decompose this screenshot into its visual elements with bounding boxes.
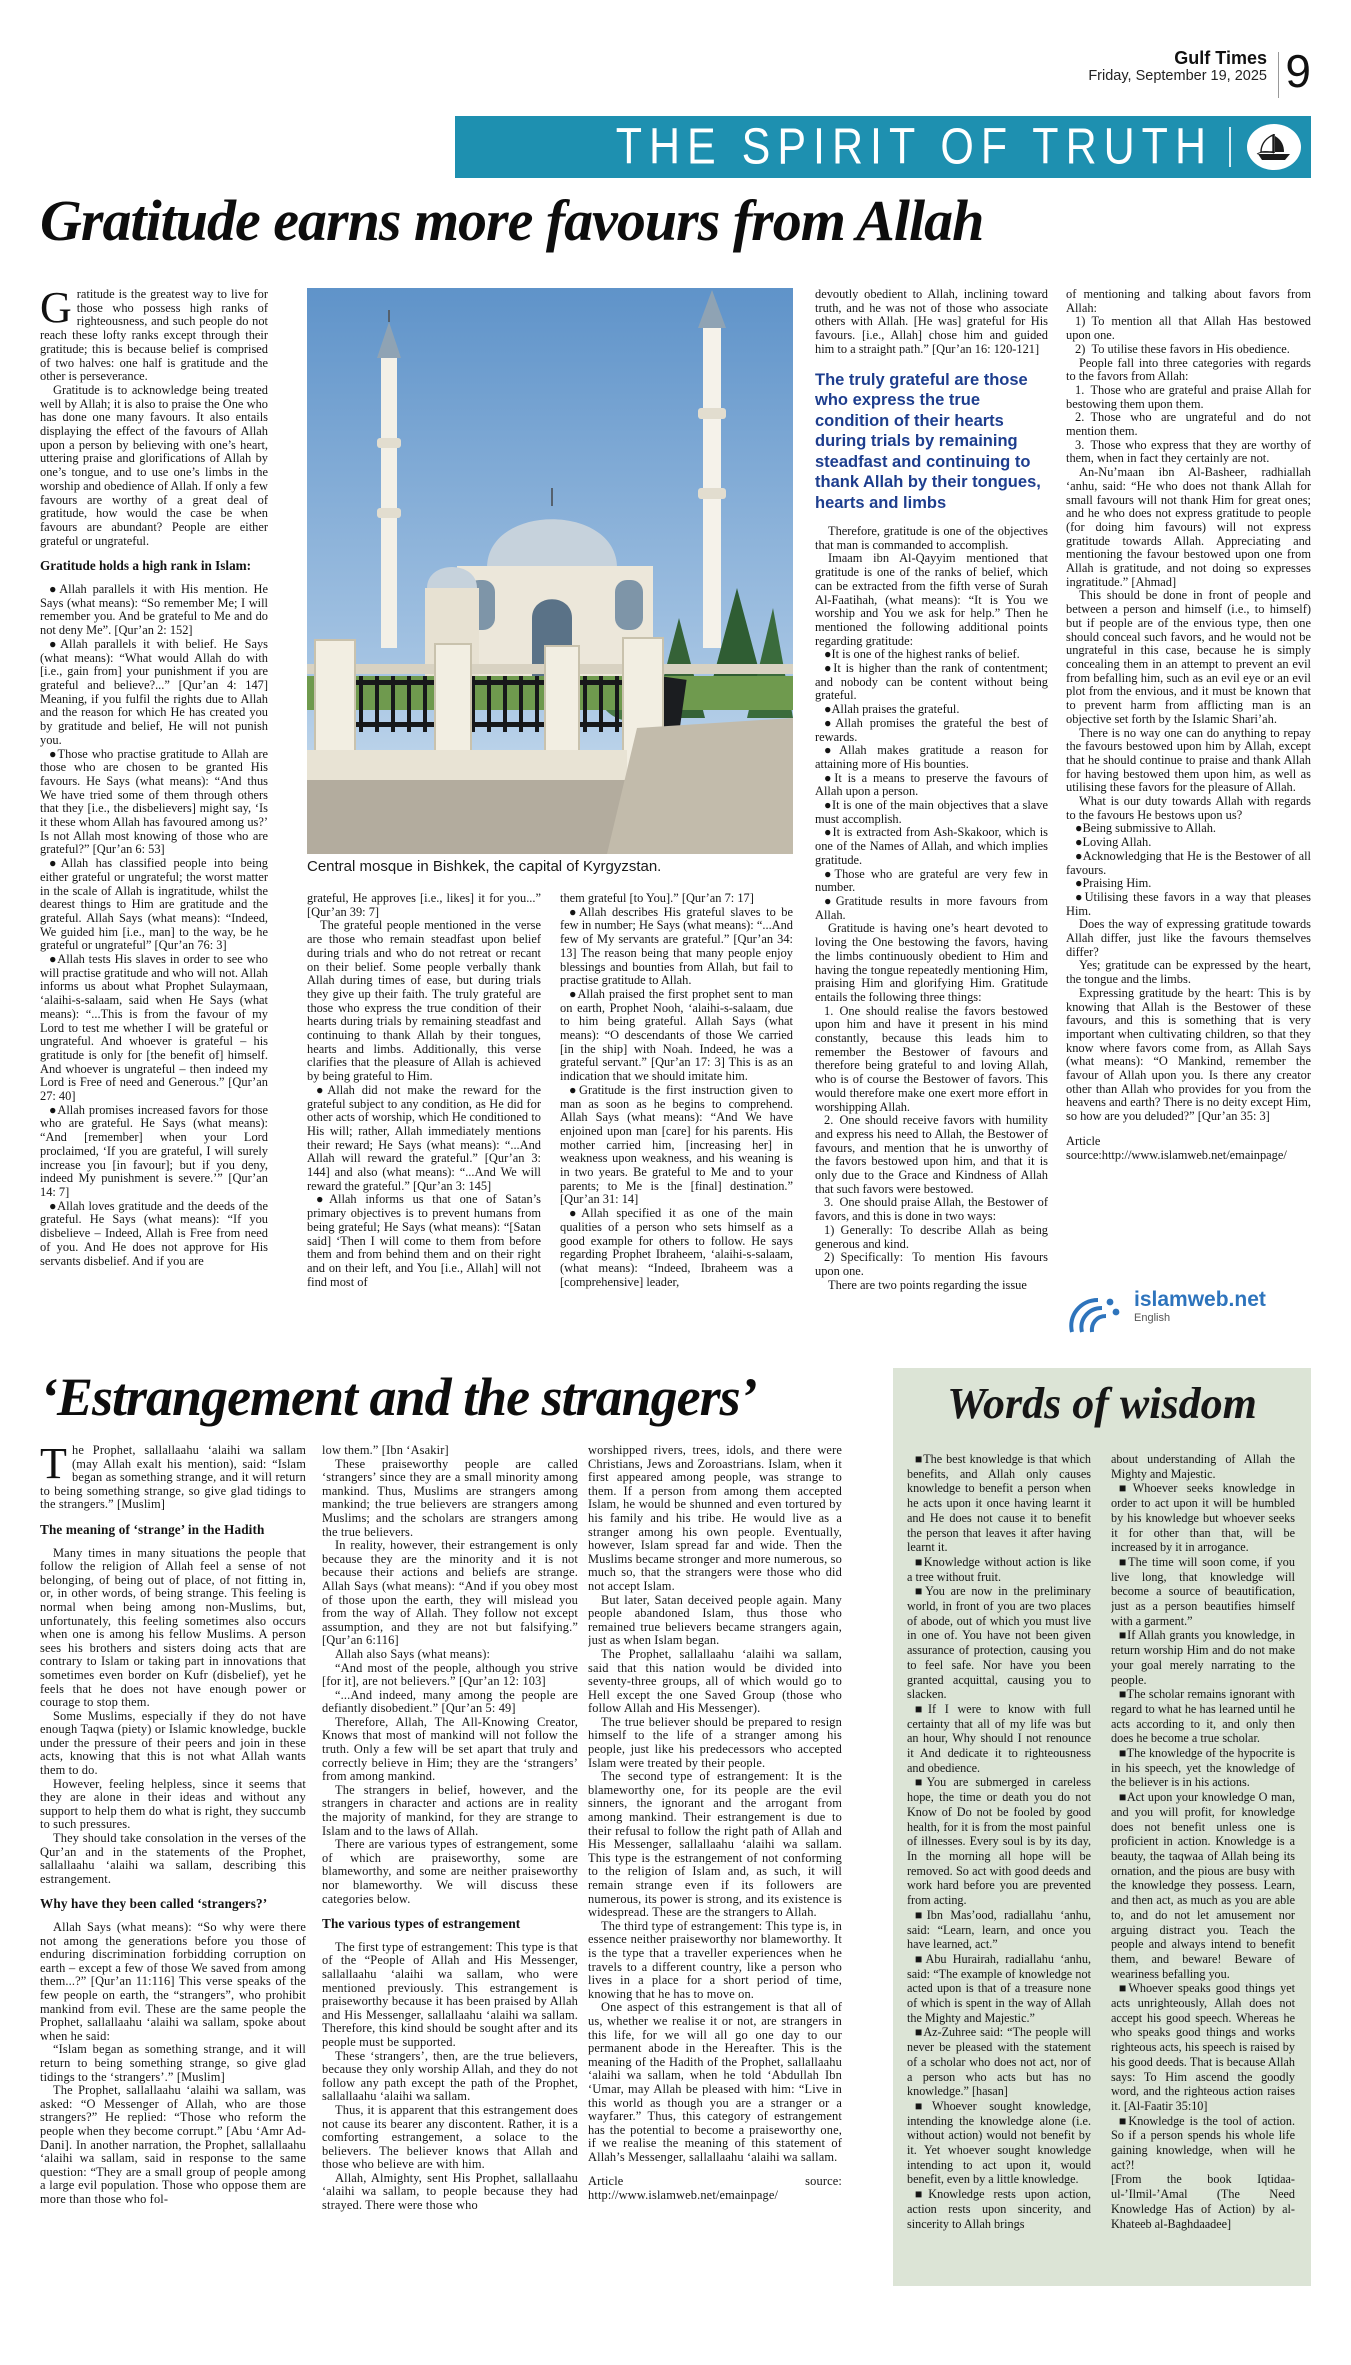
paragraph: The true believer should be prepared to resign himself to the life of a stranger among his people, just like his predecessors who accepted Islam were treated by their people.: [588, 1714, 842, 1770]
bullet-item: ●Allah specified it as one of the main qualities of a person who sets himself as a good example for others to follow. He says regarding Prophet Ibraheem, ‘alaihi-s-salaam, (what means): “Indeed, Ibraheem was a [comprehensive] leader,: [560, 1206, 793, 1289]
paragraph: “Islam began as something strange, and it will return to being something strange, so give glad tidings to the ‘strangers’.” [Muslim]: [40, 2042, 306, 2084]
numbered-item: 3. Those who express that they are worthy of them, when in fact they certainly are not.: [1066, 437, 1311, 466]
second-article-column-2: [322, 1444, 578, 2280]
numbered-item: 2. Those who are ungrateful and do not mention them.: [1066, 410, 1311, 439]
wisdom-bullet-item: ■You are submerged in careless hope, the time or death you do not Know of Do not be fooled by good health, for it is from the most painful of illnesses. Every soul is by its day, In the morning all hope will be removed. So act with good deeds and work hard before you are prevented from acting.: [907, 1775, 1091, 1908]
bullet-item: ●It is higher than the rank of contentment; and nobody can be content without being grateful.: [815, 661, 1048, 703]
paragraph: In reality, however, their estrangement is only because they are the minority and it is not because their actions and beliefs are strange. Allah Says (what means): “And if you obey most of those upon the earth, they will mislead you from the way of Allah. They follow not except assumption, and they are not but falsifying.” [Qur’an 6:116]: [322, 1538, 578, 1648]
paragraph: These praiseworthy people are called ‘strangers’ since they are a small minority among mankind. Thus, Muslims are strangers among mankind; the true believers are strangers among Muslims; and the scholars are strangers among the true believers.: [322, 1456, 578, 1539]
section-title: THE SPIRIT OF TRUTH: [615, 118, 1213, 175]
paragraph: Imaam ibn Al-Qayyim mentioned that gratitude is one of the ranks of belief, which can be extracted from the fifth verse of Surah Al-Faatihah, (what means): “It is You we worship and You we ask for help.” Then he mentioned the following additional points regarding gratitude:: [815, 551, 1048, 648]
paragraph: Many times in many situations the people that follow the religion of Allah feel a sense of not belonging, of being out of place, of not fitting in, or, in other words, of being strange. This feeling is normal when being among non-Muslims, but, unfortunately, this feeling sometimes also occurs when one is among his fellow Muslims. A person sees his brothers and sisters doing acts that are contrary to Islam or taking part in innovations that sometimes even border on Kufr (disbelief), yet he feels that he does not have enough power or courage to stop them.: [40, 1545, 306, 1710]
second-article-column-1: [40, 1444, 306, 2280]
paragraph: The second type of estrangement: It is the blameworthy one, for its people are the evil sinners, the ignorant and the arrogant from among mankind. Their estrangement is due to their refusal to follow the right path of Allah and His Messenger, sallallaahu ‘alaihi wa sallam. This type is the estrangement of not conforming to the religion of Islam and, as such, it will remain strange even if its followers are numerous, its power is strong, and its existence is widespread. These are the strangers to Allah.: [588, 1769, 842, 1920]
wisdom-bullet-item: ■If I were to know with full certainty that all of my life was but an hour, Why should I not renounce it And dedicate it to righteousness and obedience.: [907, 1701, 1091, 1775]
wisdom-bullet-item: ■Ibn Mas’ood, radiallahu ‘anhu, said: “Learn, learn, and once you have learned, act.”: [907, 1907, 1091, 1952]
masthead-divider: [1278, 52, 1279, 98]
main-article-column-3: [560, 892, 793, 1366]
bullet-item: ●Allah promises increased favors for those who are grateful. He Says (what means): “And [remember] when your Lord proclaimed, ‘If you are grateful, I will surely increase you [in favour]; but if you deny, indeed My punishment is severe.’” [Qur’an 14: 7]: [40, 1102, 268, 1199]
paragraph: Thus, it is apparent that this estrangement does not cause its bearer any discontent. Rather, it is a comforting estrangement, a solace to the believers. The believer knows that Allah and those who believe are with him.: [322, 2102, 578, 2172]
main-article-column-1: [40, 288, 268, 1366]
article-source: Article source:http://www.islamweb.net/emainpage/: [1066, 1133, 1287, 1162]
photo-caption: Central mosque in Bishkek, the capital of Kyrgyzstan.: [307, 858, 662, 875]
paragraph: The first type of estrangement: This type is that of the “People of Allah and His Messenger, sallallaahu ‘alaihi wa sallam, who were mentioned previously. This estrangement is praiseworthy because it has been praised by Allah and His Messenger, sallallaahu ‘alaihi wa sallam. Therefore, this kind should be sought after and its people must be supported.: [322, 1939, 578, 2049]
numbered-item: 1. One should realise the favors bestowed upon him and have it present in his mind constantly, because this leads him to remember the Bestower of favours and therefore being grateful to and loving Allah, who is of course the Bestower of favors. This would therefore make one exert more effort in worshipping Allah.: [815, 1003, 1048, 1114]
paragraph: Allah Says (what means): “So why were there not among the generations before you those of enduring discrimination forbidding corruption on earth – except a few of those We saved from among them...?” [Qur’an 11:116] This verse speaks of the few people on earth, the “strangers”, who prohibit mankind from evil. These are the same people the Prophet, sallallaahu ‘alaihi wa sallam, spoke about when he said:: [40, 1920, 306, 2043]
dhow-boat-icon: [1247, 124, 1301, 170]
wisdom-bullet-item: ■Whoever sought knowledge, intending the knowledge alone (i.e. without action) would not benefit by it. Yet whoever sought knowledge intending to act upon it, would benefit, even by a little knowledge.: [907, 2098, 1091, 2187]
drop-cap: T: [40, 1444, 68, 1488]
masthead: [1088, 48, 1267, 85]
paragraph: There is no way one can do anything to repay the favours bestowed upon him by Allah, except that he should continue to praise and thank Allah for having bestowed them upon him, as well as utilising these favors for the pleasure of Allah.: [1066, 725, 1311, 795]
wisdom-bullet-item: ■Whoever speaks good things yet acts unrighteously, Allah does not accept his good speech. Whereas he who speaks good things and works righteous acts, his speech is raised by his good deeds. That is because Allah says: To Him ascend the goodly word, and the righteous action raises it. [Al-Faatir 35:10]: [1111, 1981, 1295, 2113]
paragraph: These ‘strangers’, then, are the true believers, because they only worship Allah, and they do not follow any path except the path of the Prophet, sallallaahu ‘alaihi wa sallam.: [322, 2048, 578, 2104]
paragraph: Allah, Almighty, sent His Prophet, sallallaahu ‘alaihi wa sallam, to people because they had strayed. There were those who: [322, 2170, 578, 2213]
wisdom-bullet-item: ■Whoever seeks knowledge in order to act upon it will be humbled by his knowledge but whoever seeks it for other than that, will be increased by it in arrogance.: [1111, 1481, 1295, 1555]
paper-name: Gulf Times: [1174, 48, 1267, 68]
bullet-item: ●It is a means to preserve the favours of Allah upon a person.: [815, 770, 1048, 799]
bullet-item: ●Being submissive to Allah.: [1075, 821, 1217, 836]
issue-date: Friday, September 19, 2025: [1088, 68, 1267, 84]
main-article-column-4: [815, 288, 1048, 1366]
dropcap-paragraph: The Prophet, sallallaahu ‘alaihi wa sallam (may Allah exalt his mention), said: “Islam began as something strange, and it will return to being something strange, so give glad tidings to the strangers.” [Muslim]: [40, 1444, 306, 1512]
bullet-item: ●Gratitude results in more favours from Allah.: [815, 894, 1048, 922]
section-banner: [455, 116, 1311, 178]
paragraph: What is our duty towards Allah with regards to the favours He bestows upon us?: [1066, 794, 1311, 822]
wisdom-column-left: [907, 1452, 1091, 2274]
numbered-item: 2. One should receive favors with humility and express his need to Allah, the Bestower of favours, and mention that he is unworthy of the favors bestowed upon him, and that it is only due to the Grace and Kindness of Allah that such favors were bestowed.: [815, 1113, 1048, 1196]
article-source: Article source: http://www.islamweb.net/emainpage/: [588, 2174, 842, 2203]
wisdom-bullet-item: ■Knowledge without action is like a tree without fruit.: [907, 1554, 1091, 1584]
wisdom-bullet-item: ■Abu Hurairah, radiallahu ‘anhu, said: “The example of knowledge not acted upon is that of a treasure none of which is spent in the way of Allah the Mighty and Majestic.”: [907, 1951, 1091, 2025]
paragraph: The Prophet, sallallaahu ‘alaihi wa sallam, said that this nation would be divided into seventy-three groups, all of which would go to Hell except the one Saved Group (those who follow Allah and His Messenger).: [588, 1646, 842, 1716]
bullet-item: ●Allah loves gratitude and the deeds of the grateful. He Says (what means): “If you disbelieve – Indeed, Allah is Free from need of you. And He does not approve for His servants disbelief. And if you are: [40, 1198, 268, 1268]
bullet-item: ●Allah praised the first prophet sent to man on earth, Prophet Nooh, ‘alaihi-s-salaam, due to him being grateful. Allah Says (what means): “O descendants of those We carried [in the ship] with Noah. Indeed, he was a grateful servant.” [Qur’an 17: 3] This is as an indication that we should imitate him.: [560, 986, 793, 1084]
paragraph-continued: low them.” [Ibn ‘Asakir]: [322, 1444, 449, 1457]
paragraph: The grateful people mentioned in the verse are those who remain steadfast upon belief during trials and who do not retreat or recant on their belief. Some people verbally thank Allah during times of ease, but during trials they give up their faith. The truly grateful are those who express the true condition of their hearts during trials by remaining steadfast and continuing to thank Allah by their tongues, hearts and limbs. Additionally, this verse clarifies that the pleasure of Allah is achieved by being grateful to Him.: [307, 918, 541, 1084]
paragraph-continued: them grateful [to You].” [Qur’an 7: 17]: [560, 892, 754, 905]
wisdom-bullet-item: ■Act upon your knowledge O man, and you will profit, for knowledge does not benefit unless one is proficient in action. Knowledge is a beauty, the taqwaa of Allah being its ornation, and the pious are busy with the knowledge they possess. Learn, and then act, as much as you are able to, and do not let amusement nor arguing distract you. Teach the people and always intend to benefit them, and beware! Beware of weariness befalling you.: [1111, 1790, 1295, 1981]
paragraph: Some Muslims, especially if they do not have enough Taqwa (piety) or Islamic knowledge, buckle under the pressure of their peers and join in these acts, knowing that this is not what Allah wants them to do.: [40, 1708, 306, 1778]
paragraph: Allah also Says (what means):: [335, 1646, 491, 1661]
numbered-item: 1. Those who are grateful and praise Allah for bestowing them upon them.: [1066, 382, 1311, 411]
paragraph: However, feeling helpless, since it seems that they are alone in their ideas and without any support to help them do what is right, they succumb to such pressures.: [40, 1776, 306, 1832]
paragraph: Gratitude is having one’s heart devoted to loving the One bestowing the favors, having the limbs continuously obedient to Him and having the tongue repeatedly mentioning Him, praising Him and glorifying Him. Gratitude entails the following three things:: [815, 921, 1048, 1004]
subheading: The meaning of ‘strange’ in the Hadith: [40, 1521, 265, 1537]
paragraph: Therefore, Allah, The All-Knowing Creator, Knows that most of mankind will not follow the truth. Only a few will be set apart that truly and correctly believe in Him; they are the ‘strangers’ from among mankind.: [322, 1714, 578, 1784]
wisdom-column-right: [1111, 1452, 1295, 2274]
numbered-item: 2) To utilise these favors in His obedience.: [1075, 341, 1290, 356]
wisdom-bullet-item: ■The knowledge of the hypocrite is in his speech, yet the knowledge of the believer is in his actions.: [1111, 1746, 1295, 1790]
wisdom-bullet-item: ■Knowledge is the tool of action. So if a person spends his whole life gaining knowledge, when will he act?!: [1111, 2113, 1295, 2172]
bullet-item: ●Allah informs us that one of Satan’s primary objectives is to prevent humans from being grateful; He Says (what means): “[Satan said] ‘Then I will come to them from before them and from behind them and on their right and on their left, and You [i.e., Allah] will not find most of: [307, 1192, 541, 1289]
main-headline: Gratitude earns more favours from Allah: [40, 188, 984, 253]
numbered-item: 3. One should praise Allah, the Bestower of favors, and this is done in two ways:: [815, 1195, 1048, 1224]
mosque-photo: [307, 288, 793, 854]
pull-quote: The truly grateful are those who express the true condition of their hearts during trials by remaining steadfast and continuing to thank Allah by their tongues, hearts and limbs: [815, 370, 1041, 512]
paragraph: Gratitude is to acknowledge being treated well by Allah; it is also to praise the One who has done one many favours. It also entails displaying the effect of the favours of Allah upon a person by believing with one’s heart, uttering praise and glorifications of Allah by one’s tongue, and to use one’s limbs in the worship and obedience of Allah. If only a few favours are worthy of a great deal of gratitude, how would the case be when favours are abundant? People are either grateful or ungrateful.: [40, 382, 268, 548]
wisdom-title: Words of wisdom: [947, 1379, 1257, 1428]
paragraph: The strangers in belief, however, and the strangers in character and actions are in reality the majority of mankind, for they are strange to Islam and to the laws of Allah.: [322, 1782, 578, 1838]
numbered-item: 1) Generally: To describe Allah as being generous and kind.: [815, 1222, 1048, 1251]
paragraph: There are two points regarding the issue: [828, 1277, 1027, 1292]
second-article-column-3: [588, 1444, 842, 2280]
paragraph: Does the way of expressing gratitude towards Allah differ, just like the favours themselves differ?: [1066, 917, 1311, 959]
subheading: Gratitude holds a high rank in Islam:: [40, 558, 252, 574]
wisdom-bullet-item: ■Az-Zuhree said: “The people will never be pleased with the statement of a scholar who does not act, nor of a person who acts but has no knowledge.” [hasan]: [907, 2025, 1091, 2099]
bullet-item: ●It is one of the highest ranks of belief.: [824, 647, 1020, 662]
paragraph: But later, Satan deceived people again. Many people abandoned Islam, thus those who remained true believers became strangers again, just as when Islam began.: [588, 1592, 842, 1648]
islamweb-logo: [1066, 1288, 1311, 1364]
wisdom-bullet-item: ■If Allah grants you knowledge, in return worship Him and do not make your goal merely narrating to the people.: [1111, 1628, 1295, 1687]
bullet-item: ●Allah did not make the reward for the grateful subject to any condition, as He did for other acts of worship, which He conditioned to His will; rather, Allah immediately mentions their reward; He Says (what means): “...And Allah will reward the grateful.” [Qur’an 3: 144] and also (what means): “...And We will reward the grateful.” [Qur’an 3: 145]: [307, 1082, 541, 1193]
bullet-item: ●Allah tests His slaves in order to see who will practise gratitude and who will not. Allah informs us about what Prophet Sulaymaan, ‘alaihi-s-salaam, said when He Says (what means): “...This is from the favour of my Lord to test me whether I will be grateful or ungrateful. And whoever is grateful – his gratitude is only for [the benefit of] himself. And whoever is ungrateful – then indeed my Lord is Free of need and Generous.” [Qur’an 27: 40]: [40, 952, 268, 1104]
bullet-item: ●It is extracted from Ash-Skakoor, which is one of the Names of Allah, and which implies gratitude.: [815, 825, 1048, 867]
wisdom-paragraph: about understanding of Allah the Mighty and Majestic.: [1111, 1452, 1295, 1481]
bullet-item: ●Allah has classified people into being either grateful or ungrateful; the worst matter in the scale of Allah is ingratitude, whilst the dearest things to Him are gratitude and the grateful. Allah Says (what means): “Indeed, We guided him [i.e., man] to the way, be he grateful or ungrateful” [Qur’an 76: 3]: [40, 856, 268, 953]
paragraph-continued: devoutly obedient to Allah, inclining toward truth, and he was not of those who associate others with Allah. [He was] grateful for His favours. [i.e., Allah] chose him and guided him to a straight path.” [Qur’an 16: 120-121]: [815, 288, 1048, 356]
paragraph: Yes; gratitude can be expressed by the heart, the tongue and the limbs.: [1066, 958, 1311, 987]
paragraph: “...And indeed, many among the people are defiantly disobedient.” [Qur’an 5: 49]: [322, 1687, 578, 1716]
subheading: Why have they been called ‘strangers?’: [40, 1896, 268, 1912]
bullet-item: ●Gratitude is the first instruction given to man as soon as he begins to comprehend. Allah Says (what means): “And We have enjoined upon man [care] for his parents. His mother carried him, [increasing her] in weakness upon weakness, and his weaning is in two years. Be grateful to Me and to your parents; to Me is the [final] destination.” [Qur’an 31: 14]: [560, 1082, 793, 1207]
paragraph: People fall into three categories with regards to the favors from Allah:: [1066, 355, 1311, 384]
islamweb-logo-text: islamweb.net: [1134, 1288, 1266, 1311]
paragraph: They should take consolation in the verses of the Qur’an and in the statements of the Prophet, sallallaahu ‘alaihi wa sallam, describing this estrangement.: [40, 1831, 306, 1886]
paragraph-continued: worshipped rivers, trees, idols, and there were Christians, Jews and Zoroastrians. Islam, when it first appeared among people, was strange to them. If a person from among them accepted Islam, he would be shunned and even tortured by his family and his tribe. He would live as a stranger among his own people. Eventually, however, Islam spread far and wide. Then the Muslims became stronger and more numerous, so much so, that the strangers were those who did not accept Islam.: [588, 1444, 842, 1593]
bullet-item: ●Utilising these favors in a way that pleases Him.: [1066, 889, 1311, 918]
paragraph: Therefore, gratitude is one of the objectives that man is commanded to accomplish.: [815, 524, 1048, 552]
bullet-item: ●Acknowledging that He is the Bestower of all favours.: [1066, 848, 1311, 877]
bullet-item: ●It is one of the main objectives that a slave must accomplish.: [815, 798, 1048, 826]
bullet-item: ●Allah praises the grateful.: [824, 702, 960, 717]
page-number: 9: [1285, 45, 1311, 97]
main-article-column-5: [1066, 288, 1311, 1284]
wisdom-bullet-item: ■The scholar remains ignorant with regard to what he has learned until he acts according to it, and only then does he become a true scholar.: [1111, 1687, 1295, 1746]
bullet-item: ●Allah parallels it with belief. He Says (what means): “What would Allah do with [i.e., gain from] your punishment if you are grateful and believe?...” [Qur’an 4: 147] Meaning, if you fulfil the rights due to Allah and the reason for which He has created you by gratitude and belief, He will not punish you.: [40, 636, 268, 747]
bullet-item: ●Praising Him.: [1075, 876, 1152, 891]
wisdom-bullet-item: ■Knowledge rests upon action, action rests upon sincerity, and sincerity to Allah brings: [907, 2187, 1091, 2231]
main-article-column-2: [307, 892, 541, 1366]
wisdom-bullet-item: ■The time will soon come, if you live long, that knowledge will become a source of beautification, just as a person beautifies himself with a garment.”: [1111, 1554, 1295, 1628]
paragraph: This should be done in front of people and between a person and himself (i.e., to himself) but if people are of the envious type, then one should conceal such favors, and he would not be ungrateful in this case, because he is simply concealing them in an attempt to prevent an evil from befalling him, such as an evil eye or an evil plot from the envious, and it must be known that to prevent harm from afflicting man is an objective set forth by the Islamic Shari’ah.: [1066, 588, 1311, 726]
wisdom-paragraph: [From the book Iqtidaa-ul-’Ilmil-’Amal (The Need Knowledge Has of Action) by al-Khateeb al-Baghdaadee]: [1111, 2172, 1295, 2231]
banner-separator: [1229, 127, 1231, 167]
wisdom-bullet-item: ■The best knowledge is that which benefits, and Allah only causes knowledge to benefit a person when he acts upon it once having learnt it and He does not cause it to benefit the person that leaves it after having learnt it.: [907, 1452, 1091, 1555]
subheading: The various types of estrangement: [322, 1916, 521, 1932]
numbered-item: 1) To mention all that Allah Has bestowed upon one.: [1066, 314, 1311, 343]
words-of-wisdom-box: [893, 1368, 1311, 2286]
paragraph: The Prophet, sallallaahu ‘alaihi wa sallam, was asked: “O Messenger of Allah, who are those strangers?” He replied: “Those who reform the people when they become corrupt.” [Abu ‘Amr Ad-Dani]. In another narration, the Prophet, sallallaahu ‘alaihi wa sallam, said in response to the same question: “They are a small group of people among a large evil population. Those who oppose them are more than those who fol-: [40, 2083, 306, 2206]
bullet-item: ●Those who practise gratitude to Allah are those who are chosen to be granted His favours. He Says (what means): “And thus We have tried some of them through others that they [i.e., the disbelievers] might say, ‘Is it these whom Allah has favoured among us?’ Is not Allah most knowing of those who are grateful?” [Qur’an 6: 53]: [40, 746, 268, 857]
paragraph: One aspect of this estrangement is that all of us, whether we realise it or not, are strangers in this life, for we will all go one day to our permanent abode in the Hereafter. This is the meaning of the Hadith of the Prophet, sallallaahu ‘alaihi wa sallam, when he told ‘Abdullah Ibn ‘Umar, may Allah be pleased with him: “Live in this world as though you are a stranger or a wayfarer.” Thus, this category of estrangement has the potential to become a praiseworthy one, if we realise the meaning of this statement of Allah’s Messenger, sallallaahu ‘alaihi wa sallam.: [588, 2000, 842, 2164]
bullet-item: ●Loving Allah.: [1075, 835, 1152, 850]
islamweb-logo-language: English: [1134, 1312, 1171, 1324]
bullet-item: ●Allah describes His grateful slaves to be few in number; He Says (what means): “...And few of My servants are grateful.” [Qur’an 34: 13] The reason being that many people enjoy blessings and bounties from Allah, but fail to practise gratitude to Allah.: [560, 904, 793, 988]
second-headline: ‘Estrangement and the strangers’: [40, 1367, 757, 1427]
paragraph: “And most of the people, although you strive [for it], are not believers.” [Qur’an 12: 103]: [322, 1660, 578, 1689]
paragraph: An-Nu’maan ibn Al-Basheer, radhiallah ‘anhu, said: “He who does not thank Allah for small favours will not thank Him for great ones; and he who does not express gratitude to people (for doing him favours) will not express gratitude towards Allah. Appreciating and mentioning the favour bestowed upon one from Allah is gratitude, and not doing so expresses ingratitude.” [Ahmad]: [1066, 465, 1311, 589]
bullet-item: ●Allah makes gratitude a reason for attaining more of His bounties.: [815, 743, 1048, 771]
drop-cap: G: [40, 288, 72, 332]
paragraph-continued: grateful, He approves [i.e., likes] it for you...” [Qur’an 39: 7]: [307, 892, 541, 919]
dropcap-paragraph: Gratitude is the greatest way to live for those who possess high ranks of righteousness, and such people do not reach these lofty ranks except through their gratitude; this is because belief is comprised of two halves: one half is gratitude and the other is perseverance.: [40, 288, 268, 384]
bullet-item: ●Allah promises the grateful the best of rewards.: [815, 715, 1048, 744]
bullet-item: ●Allah parallels it with His mention. He Says (what means): “So remember Me; I will remember you. And be grateful to Me and do not deny Me”. [Qur’an 2: 152]: [40, 582, 268, 638]
paragraph: The third type of estrangement: This type is, in essence neither praiseworthy nor blameworthy. It is the type that a traveller experiences when he travels to a different country, like a person who lives in a place for a short period of time, knowing that he has to move on.: [588, 1918, 842, 2001]
paragraph: There are various types of estrangement, some of which are praiseworthy, some are blameworthy, and some are neither praiseworthy nor blameworthy. We will discuss these categories below.: [322, 1837, 578, 1906]
wisdom-bullet-item: ■You are now in the preliminary world, in front of you are two places of abode, out of which you must live in one of. You have not been given assurance of protection, causing you to feel safe. Nor have you been granted acquittal, causing you to slacken.: [907, 1584, 1091, 1702]
bullet-item: ●Those who are grateful are very few in number.: [815, 866, 1048, 895]
paragraph: Expressing gratitude by the heart: This is by knowing that Allah is the Bestower of these favours, and this is something that is very important when cultivating children, so that they know where favors come from, as Allah Says (what means): “O Mankind, remember the favour of Allah upon you. Is there any creator other than Allah who provides for you from the heavens and earth? There is no deity except Him, so how are you deluded?” [Qur’an 35: 3]: [1066, 985, 1311, 1124]
numbered-item: 2) Specifically: To mention His favours upon one.: [815, 1250, 1048, 1278]
paragraph-continued: of mentioning and talking about favors from Allah:: [1066, 288, 1311, 315]
